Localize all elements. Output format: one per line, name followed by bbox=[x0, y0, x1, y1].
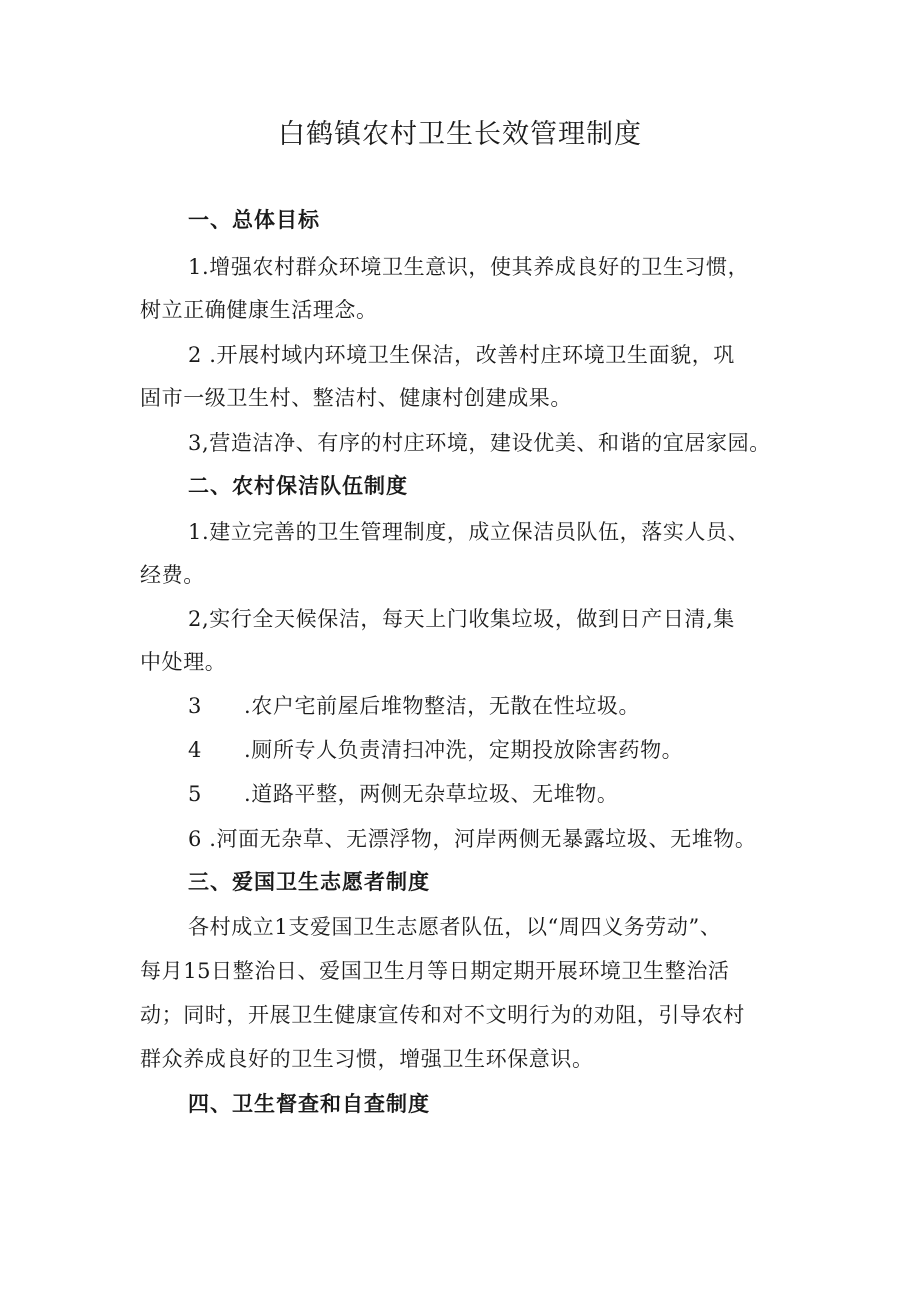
paragraph-line: 中处理。 bbox=[140, 650, 227, 674]
list-number: 5 bbox=[188, 782, 202, 806]
paragraph-line: 6 .河面无杂草、无漂浮物，河岸两侧无暴露垃圾、无堆物。 bbox=[188, 827, 757, 851]
list-item bbox=[188, 690, 640, 720]
section-heading-1: 一、总体目标 bbox=[188, 208, 320, 232]
section-heading-3: 三、爱国卫生志愿者制度 bbox=[188, 870, 430, 894]
paragraph-line: 2,实行全天候保洁，每天上门收集垃圾，做到日产日清,集 bbox=[188, 607, 735, 631]
paragraph-line: 树立正确健康生活理念。 bbox=[140, 298, 378, 322]
list-text: .厕所专人负责清扫冲洗，定期投放除害药物。 bbox=[244, 738, 684, 762]
paragraph-line: 1.建立完善的卫生管理制度，成立保洁员队伍，落实人员、 bbox=[188, 520, 750, 544]
paragraph-line: 3,营造洁净、有序的村庄环境，建设优美、和谐的宜居家园。 bbox=[188, 431, 771, 455]
paragraph-line: 经费。 bbox=[140, 563, 205, 587]
document-title: 白鹤镇农村卫生长效管理制度 bbox=[278, 119, 642, 150]
paragraph-line: 各村成立1支爱国卫生志愿者队伍，以“周四义务劳动”、 bbox=[188, 915, 722, 939]
paragraph-line: 每月15日整治日、爱国卫生月等日期定期开展环境卫生整治活 bbox=[140, 959, 730, 983]
list-item bbox=[188, 734, 683, 764]
list-number: 4 bbox=[188, 738, 202, 762]
list-item bbox=[188, 778, 618, 808]
paragraph-line: 群众养成良好的卫生习惯，增强卫生环保意识。 bbox=[140, 1047, 594, 1071]
list-number: 3 bbox=[188, 694, 202, 718]
paragraph-line: 固市一级卫生村、整洁村、健康村创建成果。 bbox=[140, 386, 572, 410]
paragraph-line: 2 .开展村域内环境卫生保洁，改善村庄环境卫生面貌，巩 bbox=[188, 343, 735, 367]
list-text: .道路平整，两侧无杂草垃圾、无堆物。 bbox=[244, 782, 619, 806]
section-heading-4: 四、卫生督查和自查制度 bbox=[188, 1092, 430, 1116]
paragraph-line: 1.增强农村群众环境卫生意识，使其养成良好的卫生习惯， bbox=[188, 255, 750, 279]
list-text: .农户宅前屋后堆物整洁，无散在性垃圾。 bbox=[244, 694, 641, 718]
section-heading-2: 二、农村保洁队伍制度 bbox=[188, 474, 408, 498]
paragraph-line: 动；同时，开展卫生健康宣传和对不文明行为的劝阻，引导农村 bbox=[140, 1003, 745, 1027]
